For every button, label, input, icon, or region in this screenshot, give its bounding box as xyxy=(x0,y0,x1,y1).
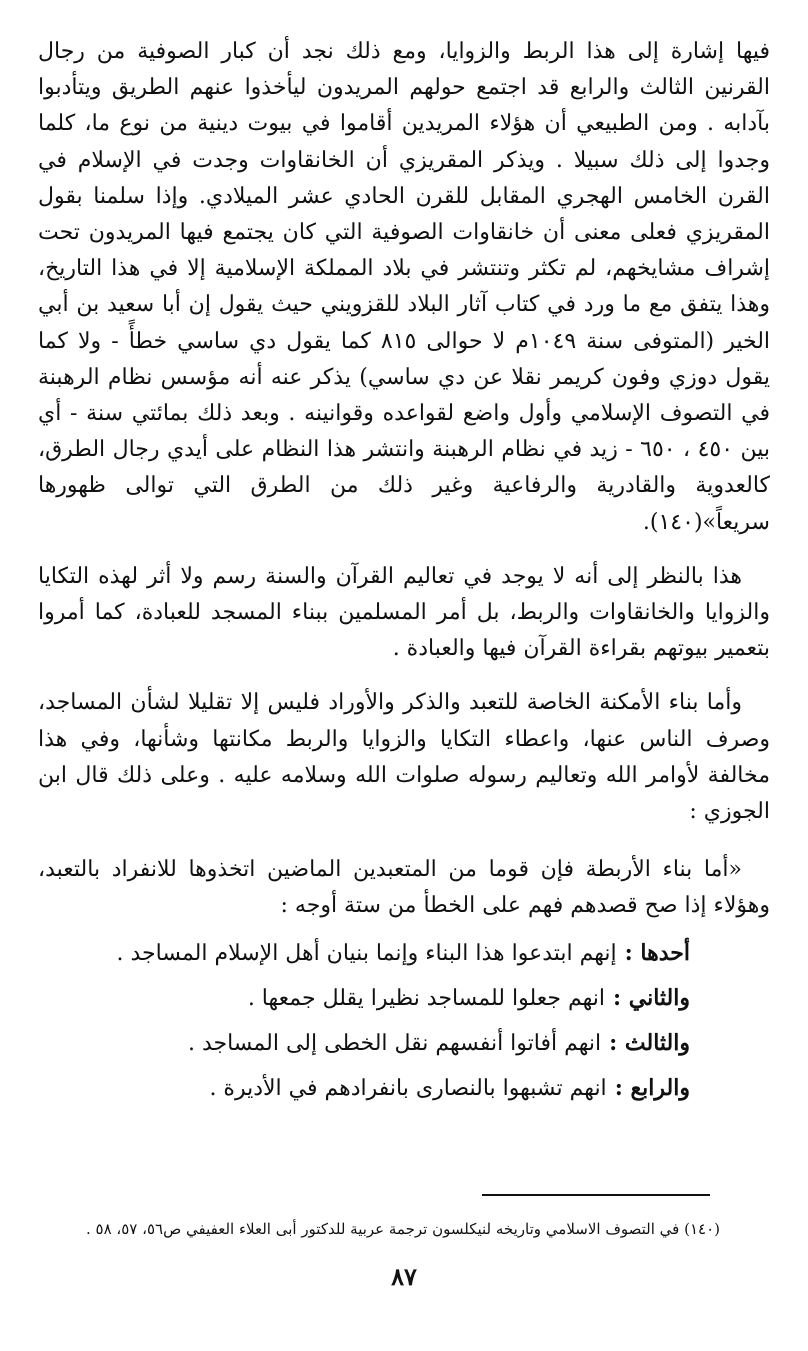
list-item xyxy=(38,976,690,1021)
paragraph-1: فيها إشارة إلى هذا الربط والزوايا، ومع ذلك نجد أن كبار الصوفية من رجال القرنين الثالث والرابع قد اجتمع حولهم المريدون ليأخذوا عنهم الطريق ويتأدبوا بآدابه . ومن الطبيعي أن هؤلاء المريدين أقاموا في بيوت دينية من نوع ما، كلما وجدوا إلى ذلك سبيلا . ويذكر المقريزي أن الخانقاوات وجدت في الإسلام في القرن الخامس الهجري المقابل للقرن الحادي عشر الميلادي. وإذا سلمنا بقول المقريزي فعلى معنى أن خانقاوات الصوفية التي كان يجتمع فيها المريدون تحت إشراف مشايخهم، لم تكثر وتنتشر في بلاد المملكة الإسلامية إلا في هذا التاريخ، وهذا يتفق مع ما ورد في كتاب آثار البلاد للقزويني حيث يقول إن أبا سعيد بن أبي الخير (المتوفى سنة ١٠٤٩م لا حوالى ٨١٥ كما يقول دي ساسي خطأً - ولا كما يقول دوزي وفون كريمر نقلا عن دي ساسي) يذكر عنه أنه مؤسس نظام الرهبنة في التصوف الإسلامي وأول واضع لقواعده وقوانينه . وبعد ذلك بمائتي سنة - أي بين ٤٥٠ ، ٦٥٠ - زيد في نظام الرهبنة وانتشر هذا النظام على أيدي رجال الطرق، كالعدوية والقادرية والرفاعية وغير ذلك من الطرق التي توالى ظهورها سريعاً»(١٤٠). xyxy=(38,39,771,535)
paragraph-2: هذا بالنظر إلى أنه لا يوجد في تعاليم القرآن والسنة رسم ولا أثر لهذه التكايا والزوايا والخانقاوات والربط، بل أمر المسلمين ببناء المسجد للعبادة، كما أمروا بتعمير بيوتهم بقراءة القرآن فيها والعبادة . xyxy=(38,563,770,662)
item-term: أحدها : xyxy=(624,939,690,966)
list-item xyxy=(38,1066,690,1111)
item-text: انهم تشبهوا بالنصارى بانفرادهم في الأديرة . xyxy=(209,1075,607,1101)
main-text xyxy=(38,34,770,1111)
footnote-divider xyxy=(482,1194,710,1196)
footnote: (١٤٠) في التصوف الاسلامي وتاريخه لنيكلسون ترجمة عربية للدكتور أبى العلاء العفيفي ص٥٦، ٥٧، ٥٨ . xyxy=(85,1220,720,1238)
page-number: ٨٧ xyxy=(391,1262,417,1291)
item-text: انهم أفاتوا أنفسهم نقل الخطى إلى المساجد . xyxy=(187,1030,602,1056)
list-item xyxy=(38,931,690,976)
list-item xyxy=(38,1021,690,1066)
reasons-list xyxy=(38,931,770,1111)
item-text: إنهم ابتدعوا هذا البناء وإنما بنيان أهل الإسلام المساجد . xyxy=(116,940,617,966)
quote-intro: «أما بناء الأربطة فإن قوما من المتعبدين الماضين اتخذوها للانفراد بالتعبد، وهؤلاء إذا صح قصدهم فهم على الخطأ من ستة أوجه : xyxy=(38,857,770,919)
paragraph-3: وأما بناء الأمكنة الخاصة للتعبد والذكر والأوراد فليس إلا تقليلا لشأن المساجد، وصرف الناس عنها، واعطاء التكايا والزوايا والربط مكانتها وشأنها، وفي هذا مخالفة لأوامر الله وتعاليم رسوله صلوات الله وسلامه عليه . وعلى ذلك قال ابن الجوزي : xyxy=(38,690,770,825)
item-term: والثاني : xyxy=(612,984,690,1011)
item-term: والثالث : xyxy=(609,1029,690,1056)
item-text: انهم جعلوا للمساجد نظيرا يقلل جمعها . xyxy=(247,985,605,1011)
item-term: والرابع : xyxy=(614,1074,690,1101)
